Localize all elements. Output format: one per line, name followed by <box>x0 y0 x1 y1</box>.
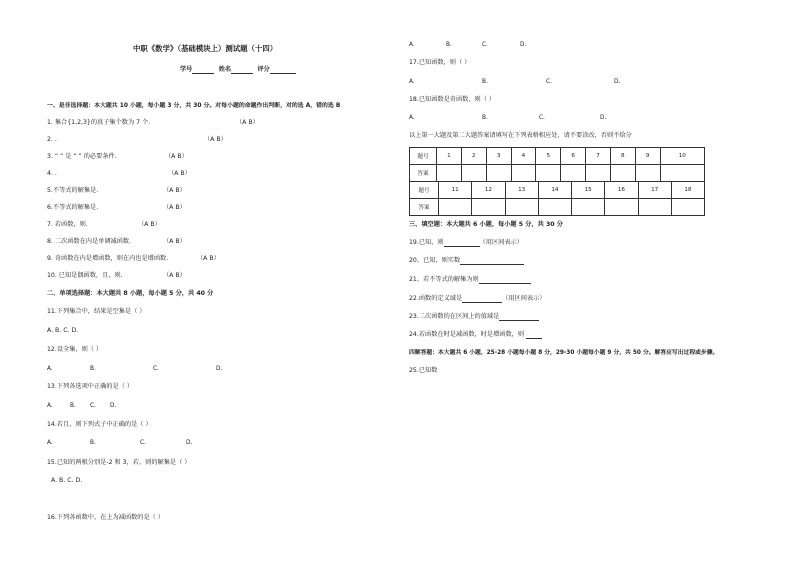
question-7: 7. 若函数，则. <box>47 221 88 228</box>
question-5: 5.不等式的解集是. <box>47 187 99 194</box>
q17-option-c: C. <box>546 79 552 85</box>
q13-option-d: D. <box>110 403 117 409</box>
q17-option-d: D. <box>614 79 621 85</box>
question-24 <box>409 331 542 339</box>
answer-cell[interactable] <box>511 165 536 182</box>
answer-cell[interactable] <box>561 165 586 182</box>
name-label: 姓名 <box>218 66 232 73</box>
q16-option-b: B. <box>446 42 452 48</box>
question-1-choice: （A B） <box>236 119 259 126</box>
answer-cell[interactable] <box>439 199 472 216</box>
answer-cell[interactable] <box>671 199 704 216</box>
question-7-choice: （A B） <box>138 221 161 228</box>
question-4: 4. . <box>47 170 57 177</box>
question-8-choice: （A B） <box>163 238 186 245</box>
question-8: 8. 二次函数在内是单调减函数. <box>47 238 132 245</box>
q22-blank[interactable] <box>462 302 502 303</box>
question-10: 10. 已知是偶函数，且，则. <box>47 272 123 279</box>
table-cell: 题号 <box>410 182 439 199</box>
table-cell: 14 <box>538 182 571 199</box>
question-11-options: A. B. C. D. <box>47 327 79 334</box>
q17-option-a: A. <box>409 79 415 85</box>
table-cell: 10 <box>660 148 704 165</box>
q18-option-b: B. <box>482 115 488 121</box>
q20-blank[interactable] <box>460 264 524 265</box>
question-9-choice: （A B） <box>197 255 220 262</box>
question-20 <box>409 257 524 265</box>
question-24-text: 24.若函数在时是减函数，时是增函数，则 <box>409 331 525 338</box>
answer-cell[interactable] <box>572 199 605 216</box>
question-19-text: 19.已知，则 <box>409 239 444 246</box>
answer-table-1 <box>409 147 705 182</box>
q14-option-a: A. <box>47 440 53 446</box>
score-field[interactable] <box>270 73 296 74</box>
answer-table-2-answer-row <box>410 199 705 216</box>
question-2: 2. . <box>47 136 57 143</box>
question-5-choice: （A B） <box>163 187 186 194</box>
answer-cell[interactable] <box>536 165 561 182</box>
q14-option-b: B. <box>90 440 96 446</box>
q19-blank[interactable] <box>444 246 480 247</box>
table-cell: 1 <box>437 148 462 165</box>
answer-table-2 <box>409 181 705 216</box>
q17-option-b: B. <box>482 79 488 85</box>
question-6-choice: （A B） <box>163 204 186 211</box>
score-label: 评分 <box>257 66 270 73</box>
answer-table-2-header-row <box>410 182 705 199</box>
answer-cell[interactable] <box>586 165 611 182</box>
question-3: 3. “ ” 是 “ ” 的必要条件. <box>47 153 117 160</box>
answer-cell[interactable] <box>486 165 511 182</box>
answer-cell[interactable] <box>635 165 660 182</box>
q12-option-d: D. <box>216 366 223 372</box>
q24-blank[interactable] <box>526 338 542 339</box>
table-cell: 9 <box>635 148 660 165</box>
page-title: 中职《数学》（基础模块上）测试题（十四） <box>133 44 278 53</box>
student-id-field[interactable] <box>192 73 214 74</box>
answer-cell[interactable] <box>610 165 635 182</box>
section-1-heading: 一、是非选择题：本大题共 10 小题，每小题 3 分，共 30 分。对每小题的命题作出判断，对的选 A，错的选 B <box>47 103 341 109</box>
q16-option-c: C. <box>482 42 488 48</box>
q23-blank[interactable] <box>499 320 539 321</box>
table-cell: 17 <box>638 182 671 199</box>
answer-cell[interactable] <box>472 199 505 216</box>
q18-option-a: A. <box>409 115 415 121</box>
question-19 <box>409 239 523 247</box>
student-id-label: 学号 <box>180 66 193 73</box>
q18-option-c: C. <box>539 115 545 121</box>
question-2-choice: （A B） <box>204 136 227 143</box>
table-cell: 4 <box>511 148 536 165</box>
table-cell: 2 <box>461 148 486 165</box>
question-13: 13.下列各选项中正确的是（ ） <box>47 383 134 390</box>
q14-option-d: D. <box>186 440 193 446</box>
table-cell: 11 <box>439 182 472 199</box>
question-6: 6.不等式的解集是. <box>47 204 99 211</box>
question-20-text: 20、已知，则实数 <box>409 257 461 264</box>
answer-table-note: 以上第一大题及第二大题答案请填写在下列表格相应处，请不要涂改，否则不给分 <box>409 132 632 139</box>
question-21-text: 21、若不等式的解集为则 <box>409 276 479 283</box>
q21-blank[interactable] <box>479 283 531 284</box>
q16-option-d: D. <box>520 42 527 48</box>
question-21 <box>409 276 531 284</box>
q13-option-c: C. <box>90 403 96 409</box>
answer-cell[interactable] <box>437 165 462 182</box>
question-14: 14.若且，则下列式子中正确的是（ ） <box>47 421 152 428</box>
q12-option-a: A. <box>47 366 53 372</box>
table-cell: 15 <box>572 182 605 199</box>
question-9: 9. 奇函数在内是增函数，则在内也是增函数. <box>47 255 169 262</box>
answer-cell[interactable] <box>605 199 638 216</box>
question-19-tail: （用区间表示） <box>479 239 523 246</box>
question-4-choice: （A B） <box>168 170 191 177</box>
section-2-heading: 二、单项选择题：本大题共 8 小题，每小题 5 分，共 40 分 <box>47 290 214 297</box>
table-cell: 答案 <box>410 199 439 216</box>
table-cell: 13 <box>505 182 538 199</box>
table-cell: 12 <box>472 182 505 199</box>
q18-option-d: D. <box>600 115 607 121</box>
table-cell: 16 <box>605 182 638 199</box>
table-cell: 18 <box>671 182 704 199</box>
q12-option-c: C. <box>153 366 159 372</box>
question-1: 1. 集合{1,2,3}的真子集个数为 7 个. <box>47 119 151 126</box>
question-15: 15.已知的两根分别是-2 和 3，若，则的解集是（ ） <box>47 459 191 466</box>
question-17: 17.已知函数，则（ ） <box>409 59 471 66</box>
q16-option-a: A. <box>409 42 415 48</box>
table-cell: 题号 <box>410 148 437 165</box>
question-25: 25.已知数 <box>409 367 438 374</box>
question-11: 11.下列集合中，结果是空集是（ ） <box>47 308 146 315</box>
student-info-line <box>180 66 296 74</box>
question-10-choice: （A B） <box>163 272 186 279</box>
question-16: 16.下列各函数中，在上为减函数的是（ ） <box>47 514 164 521</box>
table-cell: 7 <box>586 148 611 165</box>
table-cell: 6 <box>561 148 586 165</box>
question-23-text: 23.二次函数的在区间上的值域是 <box>409 313 500 320</box>
section-3-heading: 三、填空题：本大题共 6 小题，每小题 5 分，共 30 分 <box>409 221 563 228</box>
table-cell: 5 <box>536 148 561 165</box>
answer-cell[interactable] <box>638 199 671 216</box>
q12-option-b: B. <box>90 366 96 372</box>
section-4-heading: 四解答题：本大题共 6 小题，25-28 小题每小题 8 分，29-30 小题每小题 9 分，共 50 分。解答应写出过程或步骤。 <box>409 350 719 356</box>
answer-cell[interactable] <box>660 165 704 182</box>
q14-option-c: C. <box>140 440 146 446</box>
table-cell: 3 <box>486 148 511 165</box>
question-15-options: A. B. C. D. <box>51 477 83 484</box>
question-12: 12.设全集，则（ ） <box>47 346 103 353</box>
name-field[interactable] <box>231 73 253 74</box>
answer-cell[interactable] <box>505 199 538 216</box>
answer-cell[interactable] <box>461 165 486 182</box>
question-23 <box>409 313 539 321</box>
question-22 <box>409 295 545 303</box>
table-cell: 8 <box>610 148 635 165</box>
q13-option-a: A. <box>47 403 53 409</box>
question-3-choice: （A B） <box>165 153 188 160</box>
question-22-text: 22.函数的定义域是 <box>409 295 463 302</box>
answer-table-1-header-row <box>410 148 705 165</box>
question-22-tail: （用区间表示） <box>502 295 546 302</box>
q13-option-b: B. <box>70 403 76 409</box>
answer-table-1-answer-row <box>410 165 705 182</box>
table-cell: 答案 <box>410 165 437 182</box>
question-18: 18.已知函数是奇函数，则（ ） <box>409 96 496 103</box>
answer-cell[interactable] <box>538 199 571 216</box>
